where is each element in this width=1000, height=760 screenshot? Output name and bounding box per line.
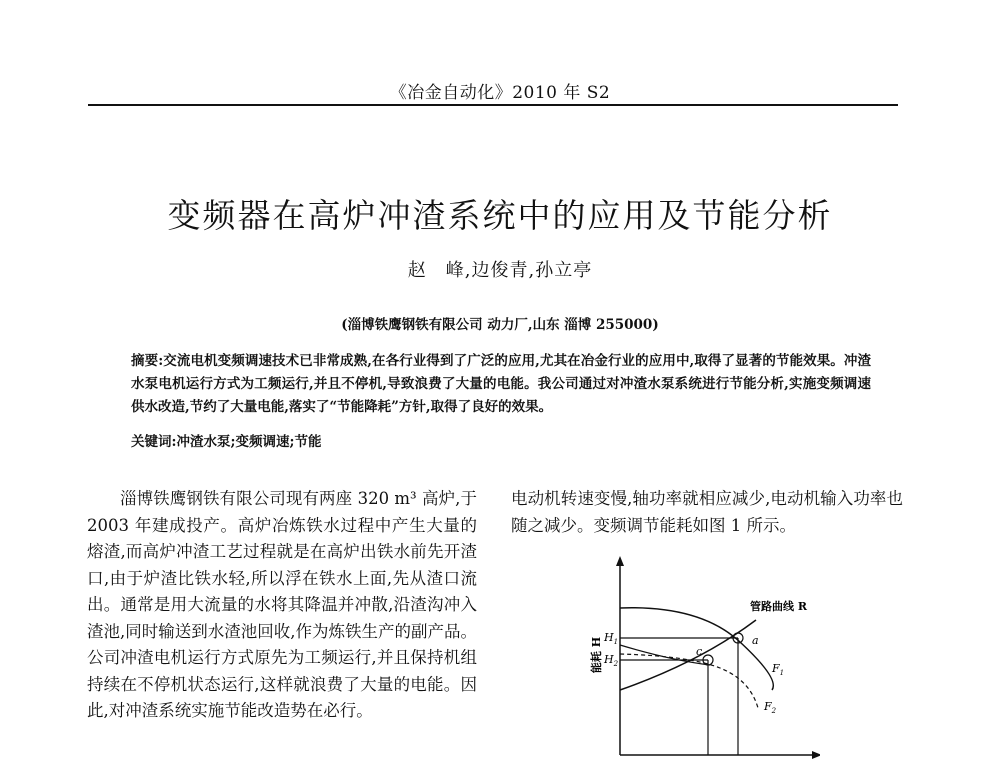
h1-label [603, 631, 618, 646]
abstract-label: 摘要: [131, 353, 164, 369]
h2-subscript: 2 [613, 660, 619, 668]
curve-f2-label [763, 700, 777, 715]
curve-f1-label [771, 662, 784, 677]
y-axis-label: 能耗 H [590, 636, 603, 674]
keywords [131, 430, 871, 450]
body-right-column: 电动机转速变慢,轴功率就相应减少,电动机输入功率也随之减少。变频调节能耗如图 1 所示。 [511, 489, 903, 535]
f2-letter: F [764, 700, 772, 713]
article-affiliation: (淄博铁鹰钢铁有限公司 动力厂,山东 淄博 255000) [341, 317, 659, 333]
article-authors: 赵 峰,边俊青,孙立亭 [407, 260, 593, 281]
body-left-column: 淄博铁鹰钢铁有限公司现有两座 320 m³ 高炉,于 2003 年建成投产。高炉冶炼铁水过程中产生大量的熔渣,而高炉冲渣工艺过程就是在高炉出铁水前先开渣口,由于炉渣比铁水轻,所以浮在铁水上面,先从渣口流出。通常是用大流量的水将其降温并冲散,沿渣沟冲入渣池,同时输送到水渣池回收,作为炼铁生产的副产品。公司冲渣电机运行方式原先为工频运行,并且保持机组持续在不停机状态运行,这样就浪费了大量的电能。因此,对冲渣系统实施节能改造势在必行。 [87, 489, 477, 720]
header-rule [88, 104, 898, 106]
x-axis-arrow [812, 751, 820, 759]
article-title: 变频器在高炉冲渣系统中的应用及节能分析 [167, 196, 833, 235]
f1-subscript: 1 [779, 669, 785, 677]
h2-label [603, 653, 619, 668]
abstract [131, 350, 871, 419]
pipe-curve-label: 管路曲线 R [750, 600, 807, 613]
journal-header: 《冶金自动化》2010 年 S2 [389, 83, 611, 103]
point-c-label: c [696, 645, 703, 658]
energy-consumption-figure [560, 550, 820, 760]
f2-subscript: 2 [771, 707, 777, 715]
h2-letter: H [604, 653, 614, 666]
f1-letter: F [772, 662, 780, 675]
point-a-label: a [752, 634, 759, 647]
abstract-text: 交流电机变频调速技术已非常成熟,在各行业得到了广泛的应用,尤其在冶金行业的应用中,取得了显著的节能效果。冲渣水泵电机运行方式为工频运行,并且不停机,导致浪费了大量的电能。我公司通过对冲渣水泵系统进行节能分析,实施变频调速供水改造,节约了大量电能,落实了“节能降耗”方针,取得了良好的效果。 [131, 353, 871, 415]
h1-subscript: 1 [613, 638, 619, 646]
keywords-text: 冲渣水泵;变频调速;节能 [176, 434, 322, 450]
h1-letter: H [604, 631, 614, 644]
keywords-label: 关键词: [131, 434, 177, 450]
pipe-curve-r [620, 620, 756, 690]
y-axis-arrow [616, 556, 624, 566]
